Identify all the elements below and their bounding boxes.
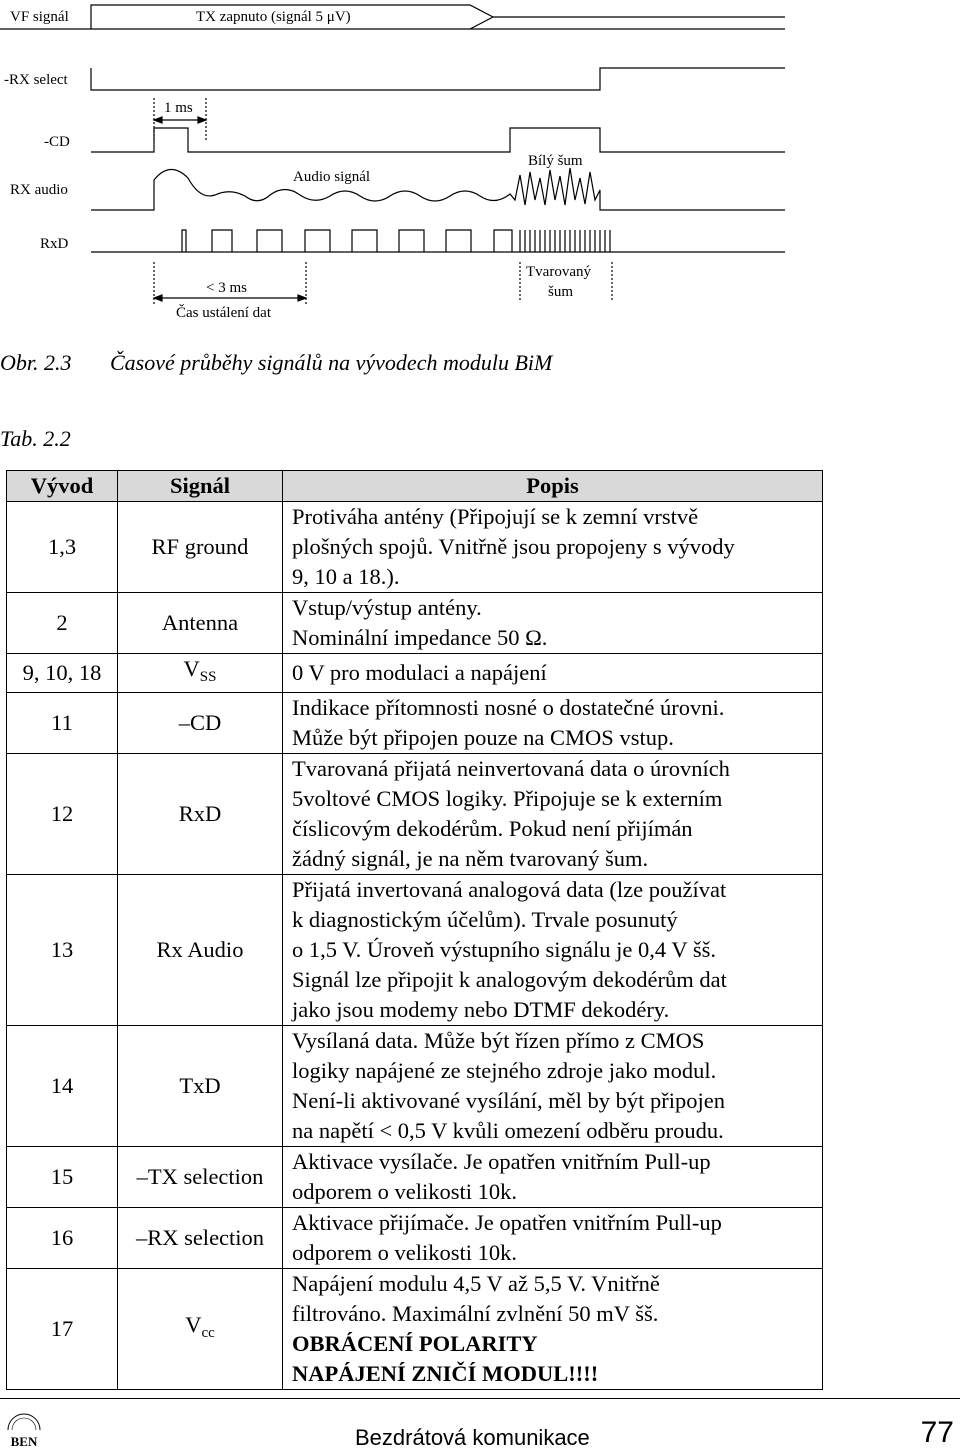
- description-line: číslicovým dekodérům. Pokud není přijímán: [292, 816, 693, 841]
- description-line: odporem o velikosti 10k.: [292, 1179, 517, 1204]
- footer-book-title: Bezdrátová komunikace: [355, 1425, 590, 1450]
- signal-cell: Antenna: [118, 593, 283, 654]
- table-row: [7, 875, 823, 1026]
- description-line: Signál lze připojit k analogovým dekodérům dat: [292, 967, 727, 992]
- table-row: [7, 593, 823, 654]
- description-line: Nominální impedance 50 Ω.: [292, 625, 548, 650]
- figure-title: Časové průběhy signálů na vývodech modulu BiM: [110, 350, 553, 375]
- description-line: 9, 10 a 18.).: [292, 564, 400, 589]
- description-line: žádný signál, je na něm tvarovaný šum.: [292, 846, 649, 871]
- signal-cell: RxD: [118, 754, 283, 875]
- signal-cell: –RX selection: [118, 1208, 283, 1269]
- figure-number: Obr. 2.3: [0, 350, 72, 375]
- warning-line: OBRÁCENÍ POLARITY: [292, 1331, 538, 1356]
- signal-cell: Rx Audio: [118, 875, 283, 1026]
- description-line: o 1,5 V. Úroveň výstupního signálu je 0,4 V šš.: [292, 937, 716, 962]
- header-pin: Vývod: [7, 471, 118, 502]
- header-description: Popis: [283, 471, 823, 502]
- pin-cell: 9, 10, 18: [7, 654, 118, 693]
- description-cell: [283, 1026, 823, 1147]
- description-line: 0 V pro modulaci a napájení: [292, 660, 547, 685]
- pin-cell: 1,3: [7, 502, 118, 593]
- header-signal: Signál: [118, 471, 283, 502]
- pin-cell: 17: [7, 1269, 118, 1390]
- logo-text: BEN: [10, 1434, 38, 1449]
- signal-cell: –CD: [118, 693, 283, 754]
- description-cell: [283, 1147, 823, 1208]
- description-cell: [283, 693, 823, 754]
- shaped-noise-label-2: šum: [548, 284, 574, 300]
- pin-cell: 13: [7, 875, 118, 1026]
- description-line: Vysílaná data. Může být řízen přímo z CMOS: [292, 1028, 705, 1053]
- rx-select-label: -RX select: [4, 72, 68, 88]
- table-header-row: [7, 471, 823, 502]
- pin-cell: 2: [7, 593, 118, 654]
- description-line: Tvarovaná přijatá neinvertovaná data o úrovních: [292, 756, 730, 781]
- table-row: [7, 1147, 823, 1208]
- description-line: odporem o velikosti 10k.: [292, 1240, 517, 1265]
- table-row: [7, 654, 823, 693]
- description-line: k diagnostickým účelům). Trvale posunutý: [292, 907, 678, 932]
- description-line: Napájení modulu 4,5 V až 5,5 V. Vnitřně: [292, 1271, 660, 1296]
- description-line: Vstup/výstup antény.: [292, 595, 482, 620]
- description-line: Protiváha antény (Připojují se k zemní vrstvě: [292, 504, 699, 529]
- publisher-logo: [2, 1410, 46, 1450]
- signal-cell: –TX selection: [118, 1147, 283, 1208]
- signal-cell: RF ground: [118, 502, 283, 593]
- table-row: [7, 502, 823, 593]
- description-line: Není-li aktivované vysílání, měl by být připojen: [292, 1088, 726, 1113]
- page-number: 77: [920, 1416, 954, 1449]
- signal-subscript: SS: [199, 669, 217, 685]
- pin-table: [6, 470, 823, 1390]
- white-noise-label: Bílý šum: [528, 153, 583, 169]
- description-cell: [283, 875, 823, 1026]
- pin-cell: 12: [7, 754, 118, 875]
- one-ms-label: 1 ms: [164, 100, 193, 116]
- shaped-noise-label-1: Tvarovaný: [526, 264, 591, 280]
- table-row: [7, 1026, 823, 1147]
- description-line: filtrováno. Maximální zvlnění 50 mV šš.: [292, 1301, 659, 1326]
- rxd-label: RxD: [40, 236, 69, 252]
- description-cell: [283, 754, 823, 875]
- signal-cell: TxD: [118, 1026, 283, 1147]
- signal-cell: [118, 1269, 283, 1390]
- lt3ms-label: < 3 ms: [206, 280, 247, 296]
- description-line: logiky napájené ze stejného zdroje jako modul.: [292, 1058, 717, 1083]
- pin-cell: 11: [7, 693, 118, 754]
- description-cell: [283, 1208, 823, 1269]
- signal-name: V: [183, 656, 200, 681]
- tx-on-label: TX zapnuto (signál 5 μV): [196, 9, 351, 25]
- description-cell: [283, 1269, 823, 1390]
- table-row: [7, 754, 823, 875]
- description-line: Aktivace přijímače. Je opatřen vnitřním Pull-up: [292, 1210, 722, 1235]
- description-line: na napětí < 0,5 V kvůli omezení odběru proudu.: [292, 1118, 724, 1143]
- table-number: Tab. 2.2: [0, 426, 71, 451]
- figure-caption: [0, 350, 552, 376]
- settle-label: Čas ustálení dat: [176, 305, 271, 321]
- pin-cell: 15: [7, 1147, 118, 1208]
- description-line: plošných spojů. Vnitřně jsou propojeny s vývody: [292, 534, 735, 559]
- description-line: Může být připojen pouze na CMOS vstup.: [292, 725, 674, 750]
- description-cell: [283, 502, 823, 593]
- table-row: [7, 1208, 823, 1269]
- vf-signal-label: VF signál: [10, 9, 69, 25]
- table-row: [7, 1269, 823, 1390]
- audio-signal-label: Audio signál: [293, 169, 371, 185]
- signal-subscript: cc: [201, 1325, 215, 1341]
- signal-name: V: [185, 1312, 202, 1337]
- description-line: 5voltové CMOS logiky. Připojuje se k externím: [292, 786, 723, 811]
- timing-diagram: [0, 0, 960, 330]
- footer-divider: [0, 1398, 960, 1399]
- signal-cell: [118, 654, 283, 693]
- cd-label: -CD: [44, 134, 70, 150]
- warning-line: NAPÁJENÍ ZNIČÍ MODUL!!!!: [292, 1361, 599, 1386]
- description-cell: [283, 593, 823, 654]
- description-cell: [283, 654, 823, 693]
- table-row: [7, 693, 823, 754]
- description-line: Přijatá invertovaná analogová data (lze používat: [292, 877, 727, 902]
- pin-cell: 16: [7, 1208, 118, 1269]
- description-line: Indikace přítomnosti nosné o dostatečné úrovni.: [292, 695, 725, 720]
- pin-cell: 14: [7, 1026, 118, 1147]
- description-line: Aktivace vysílače. Je opatřen vnitřním Pull-up: [292, 1149, 711, 1174]
- rx-audio-label: RX audio: [10, 182, 68, 198]
- description-line: jako jsou modemy nebo DTMF dekodéry.: [292, 997, 670, 1022]
